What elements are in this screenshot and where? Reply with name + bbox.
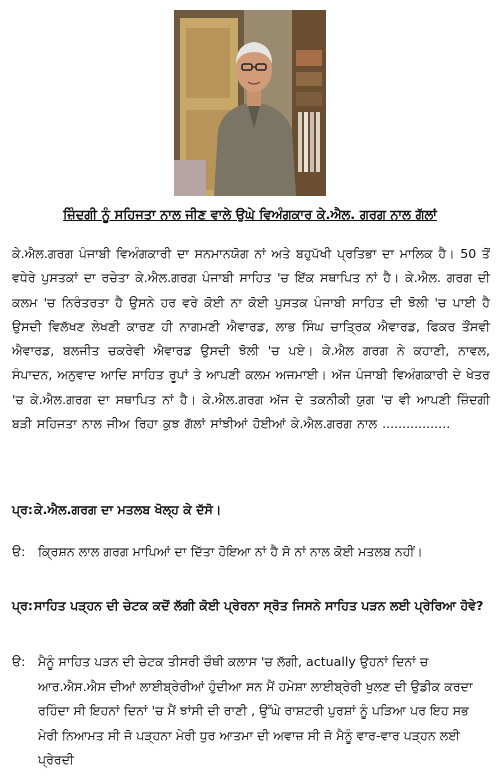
question-text: ਕੇ.ਐਲ.ਗਰਗ ਦਾ ਮਤਲਬ ਖੋਲ੍ਹ ਕੇ ਦੱਸੋ। [34, 502, 222, 517]
question-label: ਪ੍ਰ: [12, 598, 33, 613]
question-1 [12, 498, 492, 523]
question-2 [12, 594, 492, 619]
answer-label: ੳ: [12, 654, 26, 669]
intro-paragraph: ਕੇ.ਐਲ.ਗਰਗ ਪੰਜਾਬੀ ਵਿਅੰਗਕਾਰੀ ਦਾ ਸਨਮਾਨਯੋਗ ਨਾਂ ਅਤੇ ਬਹੁਪੱਖੀ ਪ੍ਰਤਿਭਾ ਦਾ ਮਾਲਿਕ ਹੈ। 50 ਤੋਂ ਵਧੇਰੇ ਪੁਸਤਕਾਂ ਦਾ ਰਚੇਤਾ ਕੇ.ਐਲ.ਗਰਗ ਪੰਜਾਬੀ ਸਾਹਿਤ 'ਚ ਇੱਕ ਸਥਾਪਿਤ ਨਾਂ ਹੈ। ਕੇ.ਐਲ. ਗਰਗ ਦੀ ਕਲਮ 'ਚ ਨਿਰੰਤਰਤਾ ਹੈ ਉਸਨੇ ਹਰ ਵਰੇ ਕੋਈ ਨਾ ਕੋਈ ਪੁਸਤਕ ਪੰਜਾਬੀ ਸਾਹਿਤ ਦੀ ਝੋਲੀ 'ਚ ਪਾਈ ਹੈ ਉਸਦੀ ਵਿਲੱਖਣ ਲੇਖਣੀ ਕਾਰਣ ਹੀ ਨਾਗਮਣੀ ਐਵਾਰਡ, ਲਾਭ ਸਿੰਘ ਚਾਤ੍ਰਿਕ ਐਵਾਰਡ, ਫਿਕਰ ਤੌਂਸਵੀ ਐਵਾਰਡ, ਬਲਜੀਤ ਚਕਰੇਵੀ ਐਵਾਰਡ ਉਸਦੀ ਝੋਲੀ 'ਚ ਪਏ। ਕੇ.ਐਲ ਗਰਗ ਨੇ ਕਹਾਣੀ, ਨਾਵਲ, ਸੰਪਾਦਨ, ਅਨੁਵਾਦ ਆਦਿ ਸਾਹਿਤ ਰੂਪਾਂ ਤੇ ਆਪਣੀ ਕਲਮ ਅਜਮਾਈ। ਅੱਜ ਪੰਜਾਬੀ ਵਿਅੰਗਕਾਰੀ ਦੇ ਖੇਤਰ 'ਚ ਕੇ.ਐਲ.ਗਰਗ ਦਾ ਸਥਾਪਿਤ ਨਾਂ ਹੈ। ਕੇ.ਐਲ.ਗਰਗ ਅੱਜ ਦੇ ਤਕਨੀਕੀ ਯੁਗ 'ਚ ਵੀ ਆਪਣੀ ਜ਼ਿੰਦਗੀ ਬੜੀ ਸਹਿਜਤਾ ਨਾਲ ਜੀਅ ਰਿਹਾ ਕੁਝ ਗੱਲਾਂ ਸਾਂਝੀਆਂ ਹੋਈਆਂ ਕੇ.ਐਲ.ਗਰਗ ਨਾਲ ................. [12, 246, 490, 432]
answer-1 [12, 540, 492, 565]
question-text: ਸਾਹਿਤ ਪੜ੍ਹਨ ਦੀ ਚੇਟਕ ਕਦੋਂ ਲੱਗੀ ਕੋਈ ਪ੍ਰੇਰਨਾ ਸ੍ਰੋਤ ਜਿਸਨੇ ਸਾਹਿਤ ਪੜਨ ਲਈ ਪ੍ਰੇਰਿਆ ਹੋਵੇ? [34, 598, 484, 613]
question-label: ਪ੍ਰ: [12, 502, 33, 517]
author-photo-image [174, 10, 326, 196]
answer-label: ੳ: [12, 544, 26, 559]
article-heading: ਜ਼ਿੰਦਗੀ ਨੂੰ ਸਹਿਜਤਾ ਨਾਲ ਜੀਣ ਵਾਲੇ ਉਘੇ ਵਿਅੰਗਕਾਰ ਕੇ.ਐਲ. ਗਰਗ ਨਾਲ ਗੱਲਾਂ [63, 208, 437, 223]
author-photo [174, 10, 326, 196]
answer-2 [12, 650, 492, 773]
answer-text: ਕ੍ਰਿਸ਼ਨ ਲਾਲ ਗਰਗ ਮਾਪਿਆਂ ਦਾ ਦਿੱਤਾ ਹੋਇਆ ਨਾਂ ਹੈ ਸੋ ਨਾਂ ਨਾਲ ਕੋਈ ਮਤਲਬ ਨਹੀਂ। [38, 544, 423, 559]
answer-text: ਮੈਨੂੰ ਸਾਹਿਤ ਪੜਨ ਦੀ ਚੇਟਕ ਤੀਸਰੀ ਚੌਥੀ ਕਲਾਸ 'ਚ ਲੱਗੀ, actually ਉਹਨਾਂ ਦਿਨਾਂ ਚ ਆਰ.ਐਸ.ਐਸ ਦੀਆਂ ਲਾਈਬ੍ਰੇਰੀਆਂ ਹੁੰਦੀਆ ਸਨ ਮੈਂ ਹਮੇਸ਼ਾ ਲਾਈਬ੍ਰੇਰੀ ਖੁਲਣ ਦੀ ਉਡੀਕ ਕਰਦਾ ਰਹਿੰਦਾ ਸੀ ਇਹਨਾਂ ਦਿਨਾਂ 'ਚ ਮੈਂ ਝਾਂਸੀ ਦੀ ਰਾਣੀ , ਉੱਘੇ ਰਾਸ਼ਟਰੀ ਪੁਰਸ਼ਾਂ ਨੂੰ ਪੜਿਆ ਪਰ ਇਹ ਸਭ ਮੇਰੀ ਨਿਆਮਤ ਸੀ ਜੋ ਪੜ੍ਹਨਾ ਮੇਰੀ ਧੁਰ ਆਤਮਾ ਦੀ ਅਵਾਜ਼ ਸੀ ਜੋ ਮੈਨੂੰ ਵਾਰ-ਵਾਰ ਪੜ੍ਹਨ ਲਈ ਪ੍ਰੇਰਦੀ [38, 654, 473, 767]
